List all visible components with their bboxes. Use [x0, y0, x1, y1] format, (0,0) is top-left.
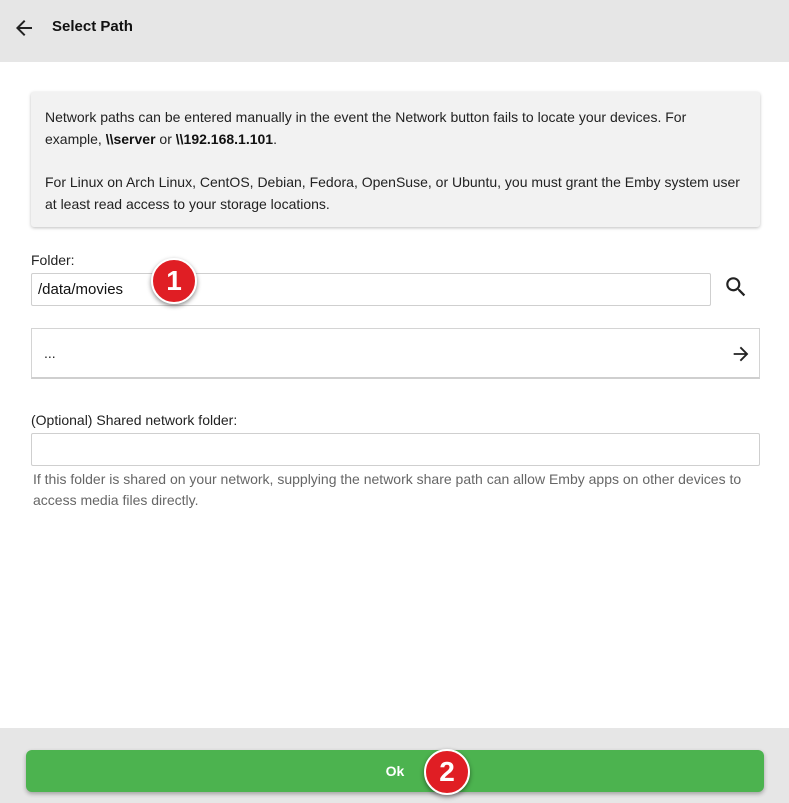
- info-panel: [31, 92, 760, 227]
- callout-badge-1: 1: [151, 258, 197, 304]
- info-paragraph-linux: For Linux on Arch Linux, CentOS, Debian, Fedora, OpenSuse, or Ubuntu, you must grant the Emby system user at least read access to your storage locations.: [45, 174, 740, 212]
- page-title: Select Path: [52, 18, 133, 35]
- header-bar: [0, 0, 789, 62]
- search-icon: [723, 274, 749, 300]
- or-text: or: [155, 131, 176, 147]
- shared-folder-label: (Optional) Shared network folder:: [31, 412, 238, 428]
- arrow-left-icon: [11, 16, 37, 40]
- search-button[interactable]: [723, 274, 749, 300]
- ok-button[interactable]: Ok: [26, 750, 764, 792]
- shared-folder-input[interactable]: [31, 433, 760, 466]
- server-example: \\server: [105, 131, 156, 147]
- info-text: Network paths can be entered manually in the event the Network button fails to locate your devices. For example,: [45, 109, 687, 147]
- ip-example: \\192.168.1.101: [175, 131, 274, 147]
- arrow-right-icon: [730, 343, 752, 365]
- callout-badge-2: 2: [424, 749, 470, 795]
- folder-label: Folder:: [31, 252, 75, 268]
- shared-folder-help: If this folder is shared on your network, supplying the network share path can allow Emby apps on other devices to access media files directly.: [33, 471, 742, 508]
- info-paragraph-network: [45, 106, 746, 150]
- folder-input[interactable]: [31, 273, 711, 306]
- period-text: .: [273, 131, 277, 147]
- directory-list-item[interactable]: [31, 328, 760, 379]
- back-button[interactable]: [11, 16, 37, 40]
- directory-item-label: ...: [44, 345, 56, 361]
